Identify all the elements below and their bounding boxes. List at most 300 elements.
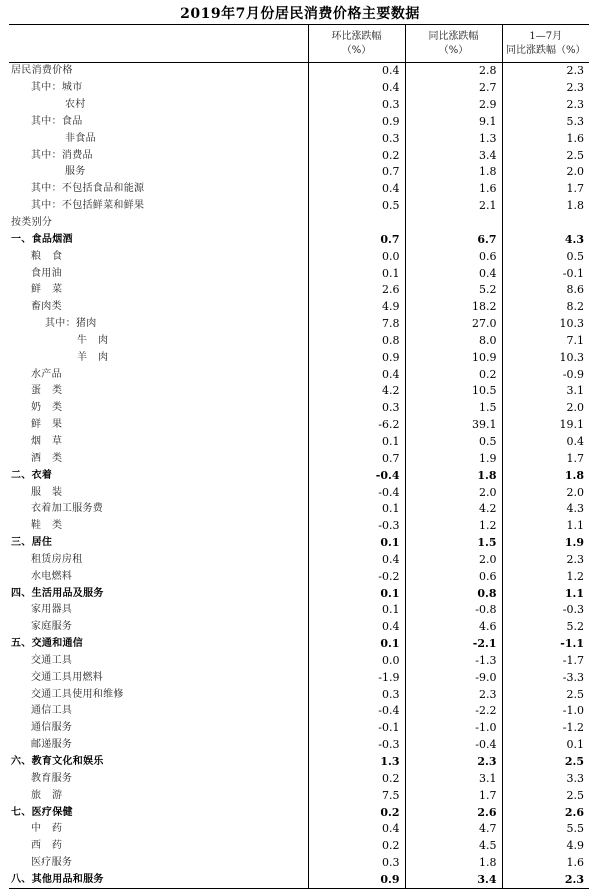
- row-label-text: 三、居住: [11, 537, 53, 549]
- table-row: [9, 551, 589, 568]
- row-label-text: 交通工具用燃料: [31, 671, 104, 683]
- cell-mom: 0.2: [308, 770, 405, 787]
- header-mom-line2: （%）: [341, 44, 372, 56]
- cell-ytd: 19.1: [502, 417, 589, 434]
- row-label-text: 八、其他用品和服务: [11, 873, 104, 885]
- cell-yoy: 1.5: [405, 535, 502, 552]
- table-row: [9, 164, 589, 181]
- row-label: [9, 872, 308, 889]
- row-label: [9, 80, 308, 97]
- cpi-table: [9, 24, 589, 889]
- header-ytd: [502, 25, 589, 63]
- row-label-text: 水产品: [31, 368, 62, 380]
- cell-ytd: 3.3: [502, 770, 589, 787]
- cell-mom: 0.4: [308, 181, 405, 198]
- row-label: [9, 855, 308, 872]
- cell-yoy: 18.2: [405, 299, 502, 316]
- cell-yoy: 8.0: [405, 333, 502, 350]
- row-label: [9, 484, 308, 501]
- row-label-text: 一、食品烟酒: [11, 233, 73, 245]
- cell-yoy: 1.6: [405, 181, 502, 198]
- row-label: [9, 248, 308, 265]
- cell-yoy: 1.2: [405, 518, 502, 535]
- cell-yoy: 2.9: [405, 97, 502, 114]
- cell-mom: 0.1: [308, 501, 405, 518]
- cell-ytd: -0.9: [502, 366, 589, 383]
- row-label: [9, 636, 308, 653]
- row-label-text: 二、衣着: [11, 469, 53, 481]
- cell-mom: 0.5: [308, 198, 405, 215]
- row-label-text: 其中：不包括食品和能源: [31, 183, 145, 195]
- cell-ytd: -1.2: [502, 720, 589, 737]
- cell-ytd: 0.4: [502, 434, 589, 451]
- row-label: [9, 686, 308, 703]
- cell-ytd: 5.2: [502, 619, 589, 636]
- row-label: [9, 535, 308, 552]
- cell-yoy: 39.1: [405, 417, 502, 434]
- table-row: [9, 872, 589, 889]
- cell-yoy: 2.7: [405, 80, 502, 97]
- cell-ytd: -0.1: [502, 265, 589, 282]
- cell-mom: -6.2: [308, 417, 405, 434]
- table-row: [9, 484, 589, 501]
- row-label-text: 鲜果: [31, 419, 73, 431]
- cell-ytd: 1.7: [502, 181, 589, 198]
- row-label-text: 粮食: [31, 250, 73, 262]
- row-label: [9, 231, 308, 248]
- row-label: [9, 653, 308, 670]
- row-label-text: 通信工具: [31, 705, 73, 717]
- row-label: [9, 467, 308, 484]
- row-label: [9, 349, 308, 366]
- row-label: [9, 97, 308, 114]
- cell-ytd: 4.9: [502, 838, 589, 855]
- row-label: [9, 568, 308, 585]
- table-row: [9, 619, 589, 636]
- cell-yoy: 9.1: [405, 114, 502, 131]
- cell-yoy: 3.4: [405, 872, 502, 889]
- row-label-text: 西药: [31, 840, 73, 852]
- header-mom: [308, 25, 405, 63]
- cell-mom: -0.3: [308, 737, 405, 754]
- row-label-text: 四、生活用品及服务: [11, 587, 104, 599]
- cell-mom: 0.3: [308, 400, 405, 417]
- cell-ytd: 2.0: [502, 400, 589, 417]
- table-row: [9, 686, 589, 703]
- row-label: [9, 130, 308, 147]
- cell-yoy: 3.1: [405, 770, 502, 787]
- table-row: [9, 333, 589, 350]
- cell-mom: 4.9: [308, 299, 405, 316]
- row-label-text: 鞋类: [31, 520, 73, 532]
- row-label-text: 农村: [65, 99, 86, 111]
- cell-yoy: 1.7: [405, 787, 502, 804]
- row-label: [9, 804, 308, 821]
- cell-ytd: 2.3: [502, 80, 589, 97]
- row-label-text: 酒类: [31, 452, 73, 464]
- cell-yoy: -0.8: [405, 602, 502, 619]
- row-label: [9, 417, 308, 434]
- table-body: [9, 63, 589, 889]
- table-row: [9, 535, 589, 552]
- cell-mom: [308, 215, 405, 232]
- cell-ytd: -1.7: [502, 653, 589, 670]
- cell-yoy: 1.3: [405, 130, 502, 147]
- cell-yoy: 2.3: [405, 754, 502, 771]
- row-label-text: 畜肉类: [31, 301, 62, 313]
- cell-mom: 0.3: [308, 130, 405, 147]
- row-label: [9, 787, 308, 804]
- cell-yoy: 2.6: [405, 804, 502, 821]
- cell-ytd: 4.3: [502, 501, 589, 518]
- row-label-text: 蛋类: [31, 385, 73, 397]
- row-label: [9, 450, 308, 467]
- cell-mom: -0.3: [308, 518, 405, 535]
- table-row: [9, 316, 589, 333]
- row-label: [9, 316, 308, 333]
- table-row: [9, 80, 589, 97]
- cell-mom: 0.1: [308, 434, 405, 451]
- table-header: [9, 25, 589, 63]
- cell-mom: 0.2: [308, 804, 405, 821]
- cell-yoy: 0.2: [405, 366, 502, 383]
- row-label: [9, 720, 308, 737]
- cell-mom: 0.7: [308, 164, 405, 181]
- row-label: [9, 299, 308, 316]
- cell-mom: 7.8: [308, 316, 405, 333]
- table-row: [9, 114, 589, 131]
- table-row: [9, 434, 589, 451]
- cell-ytd: 2.6: [502, 804, 589, 821]
- row-label: [9, 282, 308, 299]
- cell-yoy: 10.5: [405, 383, 502, 400]
- cell-ytd: 1.1: [502, 518, 589, 535]
- row-label: [9, 265, 308, 282]
- cell-mom: 7.5: [308, 787, 405, 804]
- table-row: [9, 181, 589, 198]
- table-row: [9, 400, 589, 417]
- row-label: [9, 703, 308, 720]
- row-label: [9, 838, 308, 855]
- row-label: [9, 366, 308, 383]
- table-title: 2019年7月份居民消费价格主要数据: [180, 6, 420, 22]
- table-row: [9, 282, 589, 299]
- cell-ytd: 2.5: [502, 787, 589, 804]
- cell-ytd: -3.3: [502, 669, 589, 686]
- row-label-text: 服务: [65, 166, 86, 178]
- cell-mom: 0.4: [308, 551, 405, 568]
- cell-ytd: -1.0: [502, 703, 589, 720]
- cell-yoy: 1.5: [405, 400, 502, 417]
- header-label-cell: [9, 25, 308, 63]
- cell-yoy: 2.0: [405, 484, 502, 501]
- cell-yoy: 2.0: [405, 551, 502, 568]
- cell-mom: 0.2: [308, 838, 405, 855]
- row-label-text: 教育服务: [31, 772, 73, 784]
- table-row: [9, 248, 589, 265]
- cell-yoy: 4.2: [405, 501, 502, 518]
- row-label-text: 衣着加工服务费: [31, 503, 104, 515]
- row-label: [9, 215, 308, 232]
- cell-ytd: 2.3: [502, 551, 589, 568]
- table-row: [9, 821, 589, 838]
- row-label-text: 牛肉: [77, 334, 119, 346]
- table-row: [9, 636, 589, 653]
- cell-ytd: -0.3: [502, 602, 589, 619]
- cell-mom: -0.1: [308, 720, 405, 737]
- row-label-text: 五、交通和通信: [11, 638, 84, 650]
- cell-yoy: [405, 215, 502, 232]
- table-row: [9, 720, 589, 737]
- cell-mom: 0.7: [308, 450, 405, 467]
- row-label: [9, 198, 308, 215]
- row-label-text: 居民消费价格: [11, 65, 73, 77]
- table-row: [9, 467, 589, 484]
- cell-yoy: 0.8: [405, 585, 502, 602]
- cell-yoy: -9.0: [405, 669, 502, 686]
- row-label: [9, 400, 308, 417]
- cell-ytd: 10.3: [502, 316, 589, 333]
- cell-yoy: 0.5: [405, 434, 502, 451]
- table-row: [9, 518, 589, 535]
- cell-ytd: 8.2: [502, 299, 589, 316]
- table-row: [9, 417, 589, 434]
- cell-yoy: 2.3: [405, 686, 502, 703]
- cell-ytd: 1.8: [502, 467, 589, 484]
- cell-mom: 0.1: [308, 602, 405, 619]
- cell-yoy: 1.8: [405, 164, 502, 181]
- cell-yoy: 0.6: [405, 248, 502, 265]
- row-label: [9, 754, 308, 771]
- row-label-text: 烟草: [31, 435, 73, 447]
- cell-mom: -0.4: [308, 467, 405, 484]
- cell-ytd: 0.1: [502, 737, 589, 754]
- table-row: [9, 585, 589, 602]
- row-label-text: 其中：食品: [31, 115, 83, 127]
- cell-ytd: 2.0: [502, 484, 589, 501]
- table-row: [9, 804, 589, 821]
- row-label-text: 奶类: [31, 402, 73, 414]
- cell-mom: -0.2: [308, 568, 405, 585]
- row-label-text: 其中：消费品: [31, 149, 93, 161]
- cell-mom: 0.9: [308, 349, 405, 366]
- cell-yoy: 6.7: [405, 231, 502, 248]
- row-label: [9, 383, 308, 400]
- cell-yoy: 4.5: [405, 838, 502, 855]
- cell-yoy: -1.0: [405, 720, 502, 737]
- cell-ytd: 4.3: [502, 231, 589, 248]
- cell-yoy: 3.4: [405, 147, 502, 164]
- cell-mom: 0.1: [308, 265, 405, 282]
- row-label: [9, 63, 308, 80]
- cell-ytd: 1.9: [502, 535, 589, 552]
- cell-mom: 0.4: [308, 63, 405, 80]
- cell-mom: 0.9: [308, 872, 405, 889]
- cell-ytd: -1.1: [502, 636, 589, 653]
- cell-ytd: 7.1: [502, 333, 589, 350]
- table-row: [9, 130, 589, 147]
- cell-mom: 0.7: [308, 231, 405, 248]
- cell-ytd: 0.5: [502, 248, 589, 265]
- row-label-text: 通信服务: [31, 722, 73, 734]
- table-row: [9, 63, 589, 80]
- row-label: [9, 147, 308, 164]
- cell-mom: 2.6: [308, 282, 405, 299]
- cell-mom: 0.1: [308, 535, 405, 552]
- table-row: [9, 669, 589, 686]
- row-label-text: 其中：城市: [31, 82, 83, 94]
- row-label: [9, 164, 308, 181]
- cell-mom: 0.4: [308, 366, 405, 383]
- cell-ytd: 2.0: [502, 164, 589, 181]
- cell-yoy: -0.4: [405, 737, 502, 754]
- cell-yoy: 2.8: [405, 63, 502, 80]
- cell-ytd: 1.7: [502, 450, 589, 467]
- cell-yoy: 4.6: [405, 619, 502, 636]
- row-label-text: 六、教育文化和娱乐: [11, 756, 104, 768]
- row-label: [9, 434, 308, 451]
- cell-ytd: 2.5: [502, 754, 589, 771]
- row-label-text: 旅游: [31, 789, 73, 801]
- row-label: [9, 551, 308, 568]
- cell-ytd: 2.5: [502, 147, 589, 164]
- cell-ytd: 5.3: [502, 114, 589, 131]
- cell-mom: 0.4: [308, 821, 405, 838]
- cell-mom: 0.0: [308, 248, 405, 265]
- row-label-text: 家用器具: [31, 604, 73, 616]
- cell-ytd: 10.3: [502, 349, 589, 366]
- cell-yoy: 0.4: [405, 265, 502, 282]
- cell-mom: 0.3: [308, 855, 405, 872]
- cell-mom: 0.9: [308, 114, 405, 131]
- cell-yoy: 27.0: [405, 316, 502, 333]
- row-label-text: 按类别分: [11, 217, 53, 229]
- cell-yoy: 4.7: [405, 821, 502, 838]
- row-label-text: 医疗服务: [31, 857, 73, 869]
- table-row: [9, 349, 589, 366]
- header-mom-line1: 环比涨跌幅: [331, 30, 382, 42]
- cell-mom: -0.4: [308, 703, 405, 720]
- table-row: [9, 147, 589, 164]
- row-label-text: 其中：猪肉: [45, 318, 97, 330]
- row-label: [9, 737, 308, 754]
- row-label-text: 羊肉: [77, 351, 119, 363]
- cell-yoy: 1.8: [405, 855, 502, 872]
- table-row: [9, 787, 589, 804]
- row-label: [9, 669, 308, 686]
- cell-yoy: -1.3: [405, 653, 502, 670]
- row-label: [9, 585, 308, 602]
- row-label: [9, 181, 308, 198]
- row-label: [9, 501, 308, 518]
- cell-mom: 0.4: [308, 80, 405, 97]
- row-label-text: 七、医疗保健: [11, 806, 73, 818]
- table-row: [9, 703, 589, 720]
- cell-ytd: 2.3: [502, 97, 589, 114]
- header-yoy: [405, 25, 502, 63]
- table-row: [9, 855, 589, 872]
- cell-mom: 1.3: [308, 754, 405, 771]
- table-row: [9, 737, 589, 754]
- cell-ytd: 1.1: [502, 585, 589, 602]
- row-label: [9, 518, 308, 535]
- table-row: [9, 653, 589, 670]
- row-label: [9, 821, 308, 838]
- row-label-text: 交通工具: [31, 654, 73, 666]
- header-yoy-line2: （%）: [438, 44, 469, 56]
- cell-yoy: 2.1: [405, 198, 502, 215]
- cell-yoy: 1.9: [405, 450, 502, 467]
- cell-ytd: 1.6: [502, 130, 589, 147]
- cell-yoy: 10.9: [405, 349, 502, 366]
- row-label-text: 中药: [31, 823, 73, 835]
- row-label-text: 服装: [31, 486, 73, 498]
- row-label-text: 非食品: [65, 132, 96, 144]
- cell-ytd: 2.3: [502, 872, 589, 889]
- table-row: [9, 215, 589, 232]
- row-label: [9, 770, 308, 787]
- header-ytd-line1: 1—7月: [529, 30, 563, 42]
- table-row: [9, 198, 589, 215]
- cell-ytd: 2.3: [502, 63, 589, 80]
- table-row: [9, 602, 589, 619]
- table-row: [9, 299, 589, 316]
- cell-ytd: 1.2: [502, 568, 589, 585]
- table-row: [9, 366, 589, 383]
- table-row: [9, 568, 589, 585]
- cell-mom: 0.4: [308, 619, 405, 636]
- row-label-text: 交通工具使用和维修: [31, 688, 124, 700]
- cell-mom: 0.1: [308, 636, 405, 653]
- cell-yoy: -2.2: [405, 703, 502, 720]
- cell-mom: 4.2: [308, 383, 405, 400]
- cell-mom: -0.4: [308, 484, 405, 501]
- table-row: [9, 97, 589, 114]
- header-ytd-line2: 同比涨跌幅（%）: [505, 44, 586, 56]
- cell-ytd: [502, 215, 589, 232]
- row-label-text: 邮递服务: [31, 739, 73, 751]
- cell-ytd: 5.5: [502, 821, 589, 838]
- cell-yoy: -2.1: [405, 636, 502, 653]
- cell-mom: -1.9: [308, 669, 405, 686]
- table-row: [9, 231, 589, 248]
- table-row: [9, 450, 589, 467]
- cell-mom: 0.0: [308, 653, 405, 670]
- cell-mom: 0.1: [308, 585, 405, 602]
- row-label-text: 租赁房房租: [31, 553, 83, 565]
- row-label-text: 家庭服务: [31, 621, 73, 633]
- row-label: [9, 114, 308, 131]
- cell-mom: 0.3: [308, 97, 405, 114]
- cell-ytd: 1.8: [502, 198, 589, 215]
- row-label: [9, 619, 308, 636]
- cell-ytd: 2.5: [502, 686, 589, 703]
- table-row: [9, 838, 589, 855]
- row-label-text: 水电燃料: [31, 570, 73, 582]
- table-row: [9, 383, 589, 400]
- cell-ytd: 3.1: [502, 383, 589, 400]
- table-row: [9, 754, 589, 771]
- row-label: [9, 333, 308, 350]
- row-label: [9, 602, 308, 619]
- header-yoy-line1: 同比涨跌幅: [428, 30, 479, 42]
- cell-mom: 0.3: [308, 686, 405, 703]
- cell-ytd: 1.6: [502, 855, 589, 872]
- cell-mom: 0.8: [308, 333, 405, 350]
- cell-yoy: 1.8: [405, 467, 502, 484]
- table-row: [9, 770, 589, 787]
- cell-ytd: 8.6: [502, 282, 589, 299]
